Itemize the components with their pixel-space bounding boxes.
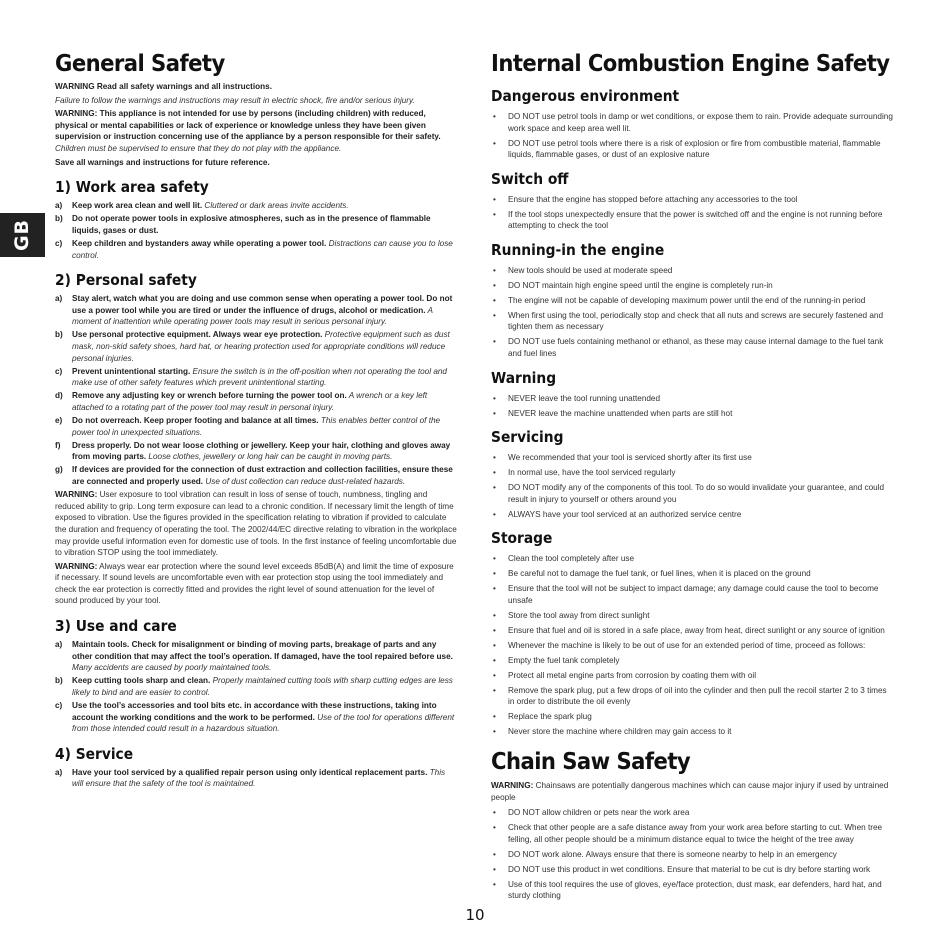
numbered-list [55, 767, 458, 790]
bullet-item: • NEVER leave the machine unattended when parts are still hot [491, 408, 893, 420]
list-item [55, 675, 458, 698]
general-safety-sections [55, 178, 458, 790]
item-marker: c) [55, 366, 63, 376]
general-safety-title: General Safety [55, 51, 225, 77]
language-tab-label: GB [11, 218, 34, 252]
item-italic-text: A moment of inattention while operating power tools may result in serious personal injury. [72, 305, 433, 327]
item-marker: a) [55, 294, 63, 304]
section-heading: Warning [491, 368, 557, 387]
intro-bold-text: Save all warnings and instructions for future reference. [55, 157, 270, 167]
item-italic-text: Use of dust collection can reduce dust-related hazards. [203, 477, 406, 487]
item-text [72, 200, 458, 212]
item-bold-text: Dress properly. Do not wear loose clothing or jewellery. Keep your hair, clothing and gloves away from moving parts. [72, 440, 451, 462]
bullet-item: • Protect all metal engine parts from corrosion by coating them with oil [491, 670, 893, 682]
intro-paragraph [55, 81, 458, 93]
intro-italic-text: Failure to follow the warnings and instructions may result in electric shock, fire and/or serious injury. [55, 95, 415, 105]
warning-text: Always wear ear protection where the sound level exceeds 85dB(A) and limit the time of exposure if necessary. If sound levels are uncomfortable even with ear protection stop using the tool immediately and check the ear protection is correctly fitted and provides the right level of sound attenuation for the level of sound produced by your tool. [55, 561, 454, 606]
item-bold-text: Have your tool serviced by a qualified repair person using only identical replacement parts. [72, 767, 428, 777]
list-item [55, 213, 458, 236]
list-item [55, 700, 458, 735]
item-bold-text: Use the tool’s accessories and tool bits etc. in accordance with these instructions, taking into account the working conditions and the work to be performed. [72, 701, 437, 722]
intro-bold-text: WARNING Read all safety warnings and all instructions. [55, 82, 273, 91]
list-item [55, 200, 458, 212]
engine-safety-sections [491, 87, 893, 738]
list-item [55, 390, 458, 413]
item-italic-text: Properly maintained cutting tools with sharp cutting edges are less likely to bind and are easier to control. [72, 676, 453, 697]
item-text [72, 329, 458, 364]
section-heading: 3) Use and care [55, 617, 177, 636]
item-bold-text: Do not operate power tools in explosive atmospheres, such as in the presence of flammable liquids, gases or dust. [72, 214, 431, 235]
item-italic-text: Cluttered or dark areas invite accidents. [202, 201, 349, 211]
item-marker: d) [55, 391, 63, 401]
section-heading: Switch off [491, 169, 569, 188]
bullet-list [491, 393, 893, 420]
bullet-item: • Check that other people are a safe distance away from your work area before starting to cut. When tree felling, all other people should be a minimum distance equal to twice the height of the tree away [491, 822, 893, 845]
item-text [72, 639, 458, 674]
bullet-list [491, 265, 893, 360]
item-italic-text: Loose clothes, jewellery or long hair can be caught in moving parts. [146, 452, 393, 462]
list-item [55, 415, 458, 438]
item-text [72, 238, 458, 261]
list-item [55, 767, 458, 790]
bullet-item: • Use of this tool requires the use of gloves, eye/face protection, dust mask, ear defenders, hard hat, and sturdy clothing [491, 879, 893, 902]
item-bold-text: Prevent unintentional starting. [72, 366, 191, 376]
item-marker: a) [55, 767, 63, 777]
bullet-item: • Replace the spark plug [491, 711, 893, 723]
item-marker: e) [55, 416, 63, 426]
item-bold-text: If devices are provided for the connection of dust extraction and collection facilities, ensure these are connected and properly used. [72, 465, 453, 487]
item-text [72, 464, 458, 487]
item-text [72, 213, 458, 236]
chainsaw-bullet-list [491, 807, 893, 902]
item-marker: b) [55, 214, 63, 224]
numbered-list [55, 293, 458, 488]
intro-paragraph [55, 95, 458, 107]
list-item [55, 329, 458, 364]
bullet-item: • DO NOT use fuels containing methanol or ethanol, as these may cause internal damage to the fuel tank and fuel lines [491, 336, 893, 359]
item-italic-text: This enables better control of the power tool in unexpected situations. [72, 416, 441, 437]
item-bold-text: Stay alert, watch what you are doing and use common sense when operating a power tool. Do not use a power tool while you are tired or under the influence of drugs, alcohol or medication. [72, 294, 453, 315]
item-marker: g) [55, 465, 63, 475]
bullet-item: • Remove the spark plug, put a few drops of oil into the cylinder and then pull the recoil starter 2 to 3 times in order to distribute the oil evenly [491, 685, 893, 708]
intro-italic-text: Children must be supervised to ensure that they do not play with the appliance. [55, 143, 342, 153]
section-heading: Servicing [491, 428, 564, 447]
warning-paragraph [55, 561, 458, 607]
bullet-list [491, 111, 893, 161]
warning-text: User exposure to tool vibration can result in loss of sense of touch, numbness, tingling and reduced ability to grip. Long term exposure can lead to a chronic condition. If necessary limit the length of time exposed to vibration. Use the figures provided in the specification relating to vibration if provided to calculate the duration and frequency of operating the tool. The 2002/44/EC directive relating to vibration in the workplace may provide useful information even for domestic use of tools. In the first instance of feeling uncomfortable due to vibration STOP using the tool immediately. [55, 490, 457, 558]
item-text [72, 675, 458, 698]
item-italic-text: Use of the tool for operations different from those intended could result in a hazardous situation. [72, 712, 455, 734]
item-text [72, 440, 458, 463]
section-heading: 2) Personal safety [55, 271, 197, 290]
bullet-item: • Never store the machine where children may gain access to it [491, 726, 893, 738]
bullet-item: • Ensure that the tool will not be subject to impact damage; any damage could cause the tool to become unsafe [491, 583, 893, 606]
list-item [55, 440, 458, 463]
item-bold-text: Keep cutting tools sharp and clean. [72, 676, 211, 686]
bullet-list [491, 553, 893, 738]
item-marker: f) [55, 440, 61, 450]
item-bold-text: Remove any adjusting key or wrench before turning the power tool on. [72, 391, 347, 401]
bullet-item: • Whenever the machine is likely to be out of use for an extended period of time, proceed as follows: [491, 640, 893, 652]
warning-label: WARNING: [55, 490, 98, 500]
bullet-item: • DO NOT work alone. Always ensure that there is someone nearby to help in an emergency [491, 849, 893, 861]
section-heading: Storage [491, 529, 553, 548]
engine-safety-title: Internal Combustion Engine Safety [491, 51, 890, 77]
section-heading: Running-in the engine [491, 240, 665, 259]
engine-safety-column [491, 50, 893, 905]
list-item [55, 238, 458, 261]
item-text [72, 293, 458, 328]
item-bold-text: Do not overreach. Keep proper footing and balance at all times. [72, 416, 319, 426]
chainsaw-warning [491, 780, 893, 803]
bullet-item: • In normal use, have the tool serviced regularly [491, 467, 893, 479]
warning-paragraph [55, 489, 458, 559]
item-italic-text: A wrench or a key left attached to a rotating part of the power tool may result in personal injury. [72, 391, 428, 412]
item-marker: a) [55, 640, 63, 650]
intro-bold-text: WARNING: This appliance is not intended for use by persons (including children) with reduced, physical or mental capabilities or lack of experience or knowledge unless they have been given supervision or instruction concerning use of the appliance by a person responsible for their safety. [55, 109, 441, 142]
bullet-item: • NEVER leave the tool running unattended [491, 393, 893, 405]
list-item [55, 464, 458, 487]
section-heading: Dangerous environment [491, 87, 680, 105]
bullet-item: • Be careful not to damage the fuel tank, or fuel lines, when it is placed on the ground [491, 568, 893, 580]
item-text [72, 366, 458, 389]
item-italic-text: Many accidents are caused by poorly maintained tools. [72, 663, 272, 673]
item-italic-text: This will ensure that the safety of the tool is maintained. [72, 767, 446, 789]
warning-label: WARNING: [55, 561, 98, 571]
intro-paragraph [55, 157, 458, 169]
section-heading: 1) Work area safety [55, 178, 209, 197]
list-item [55, 366, 458, 389]
chainsaw-warning-label: WARNING: [491, 781, 534, 790]
bullet-item: • DO NOT use petrol tools where there is a risk of explosion or fire from combustible material, flammable liquids, flammable gases, or dust of an explosive nature [491, 138, 893, 161]
bullet-item: • DO NOT allow children or pets near the work area [491, 807, 893, 819]
bullet-item: • Empty the fuel tank completely [491, 655, 893, 667]
item-bold-text: Keep children and bystanders away while operating a power tool. [72, 238, 327, 248]
item-marker: c) [55, 238, 63, 248]
bullet-item: • DO NOT maintain high engine speed until the engine is completely run-in [491, 280, 893, 292]
bullet-list [491, 194, 893, 232]
item-italic-text: Ensure the switch is in the off-position when not operating the tool and make use of other safety features which prevent unintentional starting. [72, 366, 447, 388]
bullet-item: • Ensure that fuel and oil is stored in a safe place, away from heat, direct sunlight or any source of ignition [491, 625, 893, 637]
item-marker: c) [55, 701, 63, 711]
bullet-item: • Ensure that the engine has stopped before attaching any accessories to the tool [491, 194, 893, 206]
item-text [72, 390, 458, 413]
item-marker: b) [55, 676, 63, 686]
chainsaw-safety-title: Chain Saw Safety [491, 749, 691, 775]
item-bold-text: Keep work area clean and well lit. [72, 201, 203, 211]
item-text [72, 415, 458, 438]
bullet-item: • DO NOT use this product in wet conditions. Ensure that material to be cut is dry before starting work [491, 864, 893, 876]
section-heading: 4) Service [55, 744, 134, 763]
general-safety-intro [55, 81, 458, 168]
bullet-item: • DO NOT use petrol tools in damp or wet conditions, or expose them to rain. Provide adequate surrounding work space and keep area well lit. [491, 111, 893, 134]
bullet-item: • If the tool stops unexpectedly ensure that the power is switched off and the engine is not running before attempting to check the tool [491, 209, 893, 232]
general-safety-column [55, 50, 458, 792]
bullet-item: • ALWAYS have your tool serviced at an authorized service centre [491, 509, 893, 521]
item-text [72, 700, 458, 735]
chainsaw-warning-text: Chainsaws are potentially dangerous machines which can cause major injury if used by untrained people [491, 781, 889, 802]
item-italic-text: Distractions can cause you to lose control. [72, 238, 453, 260]
item-bold-text: Use personal protective equipment. Always wear eye protection. [72, 330, 323, 340]
bullet-item: • Store the tool away from direct sunlight [491, 610, 893, 622]
item-italic-text: Protective equipment such as dust mask, non-skid safety shoes, hard hat, or hearing protection used for appropriate conditions will reduce personal injuries. [72, 330, 450, 363]
bullet-item: • When first using the tool, periodically stop and check that all nuts and screws are securely fastened and tighten them as necessary [491, 310, 893, 333]
item-text [72, 767, 458, 790]
bullet-item: • New tools should be used at moderate speed [491, 265, 893, 277]
bullet-list [491, 452, 893, 520]
list-item [55, 639, 458, 674]
numbered-list [55, 639, 458, 735]
numbered-list [55, 200, 458, 261]
item-marker: b) [55, 330, 63, 340]
bullet-item: • The engine will not be capable of developing maximum power until the end of the running-in period [491, 295, 893, 307]
language-tab [0, 213, 45, 257]
item-marker: a) [55, 201, 63, 211]
list-item [55, 293, 458, 328]
item-bold-text: Maintain tools. Check for misalignment or binding of moving parts, breakage of parts and any other condition that may affect the tool’s operation. If damaged, have the tool repaired before use. [72, 640, 453, 661]
intro-paragraph [55, 108, 458, 154]
page-number: 10 [465, 906, 485, 924]
bullet-item: • Clean the tool completely after use [491, 553, 893, 565]
bullet-item: • DO NOT modify any of the components of this tool. To do so would invalidate your guarantee, and could result in injury to yourself or others around you [491, 482, 893, 505]
bullet-item: • We recommended that your tool is serviced shortly after its first use [491, 452, 893, 464]
